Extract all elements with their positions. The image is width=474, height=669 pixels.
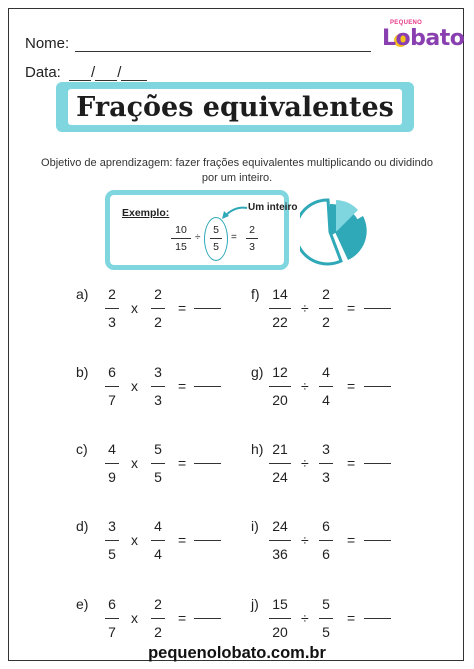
logo-brand-text: Lobato [382, 26, 465, 51]
problem-label: g) [251, 364, 264, 380]
fraction [150, 286, 166, 330]
operator: ÷ [301, 455, 309, 471]
fraction-bar [319, 540, 333, 541]
answer-blank[interactable] [364, 540, 391, 541]
site-url[interactable]: pequenolobato.com.br [148, 644, 326, 662]
numerator: 4 [108, 441, 116, 457]
problem-label: b) [76, 364, 89, 380]
fraction [104, 286, 120, 330]
fraction-bar [319, 308, 333, 309]
example-label: Exemplo: [122, 207, 170, 219]
numerator: 21 [272, 441, 288, 457]
equals-sign: = [347, 455, 356, 471]
operator: ÷ [301, 300, 309, 316]
problem-label: e) [76, 596, 89, 612]
denominator: 7 [108, 392, 116, 409]
example-equals: = [231, 232, 237, 243]
denominator: 7 [108, 624, 116, 641]
numerator: 5 [154, 441, 162, 457]
answer-blank[interactable] [364, 463, 391, 464]
denominator: 22 [272, 314, 288, 331]
operator: ÷ [301, 532, 309, 548]
denominator: 20 [272, 624, 288, 641]
fraction-bar [269, 540, 291, 541]
date-separator: / [91, 64, 96, 81]
fraction-bar [319, 618, 333, 619]
operator: x [131, 610, 138, 626]
denominator: 5 [213, 241, 219, 254]
fraction [318, 518, 334, 562]
fraction-bar [269, 308, 291, 309]
fraction-bar [151, 308, 165, 309]
name-label: Nome: [25, 35, 70, 52]
numerator: 24 [272, 518, 288, 534]
numerator: 14 [272, 286, 288, 302]
fraction [150, 364, 166, 408]
numerator: 4 [322, 364, 330, 380]
answer-blank[interactable] [194, 463, 221, 464]
numerator: 5 [322, 596, 330, 612]
fraction-bar [269, 618, 291, 619]
problem-label: c) [76, 441, 88, 457]
numerator: 5 [213, 224, 219, 236]
denominator: 2 [322, 314, 330, 331]
callout-label: Um inteiro [248, 202, 298, 213]
denominator: 5 [322, 624, 330, 641]
answer-blank[interactable] [364, 386, 391, 387]
equals-sign: = [178, 610, 187, 626]
numerator: 2 [249, 224, 255, 236]
fraction [318, 286, 334, 330]
fraction [150, 441, 166, 485]
numerator: 3 [154, 364, 162, 380]
denominator: 3 [322, 469, 330, 486]
equals-sign: = [347, 300, 356, 316]
date-label: Data: [25, 64, 61, 81]
fraction-bar [105, 308, 119, 309]
numerator: 15 [272, 596, 288, 612]
fraction-bar [319, 386, 333, 387]
fraction-bar [246, 238, 258, 239]
example-operator: ÷ [195, 232, 201, 243]
fraction [104, 518, 120, 562]
numerator: 2 [154, 286, 162, 302]
denominator: 2 [154, 314, 162, 331]
learning-objective: Objetivo de aprendizagem: fazer frações equivalentes multiplicando ou dividindo por um inteiro. [41, 157, 433, 184]
denominator: 4 [154, 546, 162, 563]
denominator: 20 [272, 392, 288, 409]
answer-blank[interactable] [194, 540, 221, 541]
fraction [104, 364, 120, 408]
problem-label: d) [76, 518, 89, 534]
fraction [268, 364, 292, 408]
answer-blank[interactable] [194, 308, 221, 309]
numerator: 6 [108, 364, 116, 380]
fraction-bar [210, 238, 222, 239]
fraction-bar [105, 463, 119, 464]
page-title: Frações equivalentes [76, 91, 394, 123]
operator: x [131, 455, 138, 471]
numerator: 4 [154, 518, 162, 534]
numerator: 3 [108, 518, 116, 534]
denominator: 5 [108, 546, 116, 563]
date-separator: / [117, 64, 122, 81]
date-field[interactable] [25, 64, 147, 81]
answer-blank[interactable] [364, 308, 391, 309]
fraction-bar [105, 618, 119, 619]
fraction-bar [319, 463, 333, 464]
fraction-bar [151, 540, 165, 541]
fraction [150, 518, 166, 562]
fraction-bar [171, 238, 191, 239]
equals-sign: = [178, 378, 187, 394]
fraction-bar [269, 463, 291, 464]
equals-sign: = [178, 532, 187, 548]
fraction [268, 596, 292, 640]
numerator: 12 [272, 364, 288, 380]
title-box [68, 89, 402, 125]
fraction [318, 596, 334, 640]
name-input-line[interactable] [75, 37, 371, 52]
operator: ÷ [301, 610, 309, 626]
fraction [104, 596, 120, 640]
equals-sign: = [347, 378, 356, 394]
name-field[interactable] [25, 35, 371, 52]
equals-sign: = [347, 532, 356, 548]
denominator: 3 [249, 241, 255, 254]
denominator: 24 [272, 469, 288, 486]
numerator: 6 [108, 596, 116, 612]
fraction-bar [151, 386, 165, 387]
denominator: 36 [272, 546, 288, 563]
example-fraction-2 [208, 224, 224, 253]
operator: x [131, 300, 138, 316]
fraction [268, 518, 292, 562]
fraction-bar [105, 540, 119, 541]
numerator: 2 [322, 286, 330, 302]
fraction [268, 441, 292, 485]
fraction [150, 596, 166, 640]
denominator: 3 [154, 392, 162, 409]
operator: x [131, 378, 138, 394]
brand-logo [382, 20, 465, 56]
denominator: 9 [108, 469, 116, 486]
example-fraction-3 [244, 224, 260, 253]
date-day-line[interactable] [69, 66, 91, 81]
answer-blank[interactable] [194, 618, 221, 619]
denominator: 4 [322, 392, 330, 409]
denominator: 6 [322, 546, 330, 563]
fraction-bar [151, 618, 165, 619]
numerator: 2 [154, 596, 162, 612]
date-year-line[interactable] [121, 66, 147, 81]
problem-label: i) [251, 518, 259, 534]
fraction [268, 286, 292, 330]
equals-sign: = [347, 610, 356, 626]
pie-chart-icon [300, 194, 368, 266]
numerator: 3 [322, 441, 330, 457]
denominator: 5 [154, 469, 162, 486]
numerator: 2 [108, 286, 116, 302]
fraction [318, 441, 334, 485]
operator: x [131, 532, 138, 548]
numerator: 10 [175, 224, 187, 236]
answer-blank[interactable] [194, 386, 221, 387]
denominator: 3 [108, 314, 116, 331]
fraction-bar [151, 463, 165, 464]
denominator: 15 [175, 241, 187, 254]
numerator: 6 [322, 518, 330, 534]
answer-blank[interactable] [364, 618, 391, 619]
fraction [104, 441, 120, 485]
operator: ÷ [301, 378, 309, 394]
problem-label: h) [251, 441, 264, 457]
equals-sign: = [178, 455, 187, 471]
example-fraction-1 [170, 224, 192, 253]
equals-sign: = [178, 300, 187, 316]
logo-small-text: PEQUENO [390, 20, 423, 26]
problem-label: j) [251, 596, 259, 612]
fraction-bar [105, 386, 119, 387]
problem-label: f) [251, 286, 260, 302]
fraction [318, 364, 334, 408]
denominator: 2 [154, 624, 162, 641]
problem-label: a) [76, 286, 89, 302]
fraction-bar [269, 386, 291, 387]
date-month-line[interactable] [95, 66, 117, 81]
